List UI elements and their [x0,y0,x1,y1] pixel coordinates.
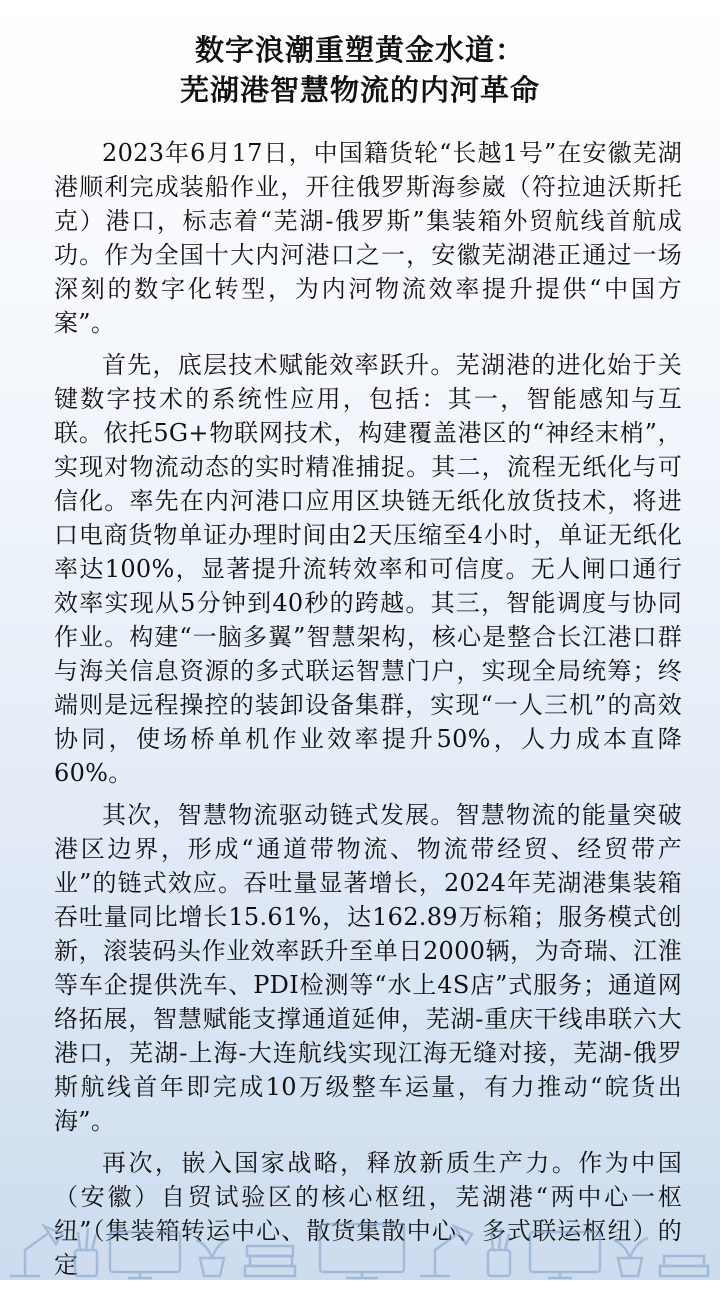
monitor-icon [530,1232,600,1278]
paragraph-1: 2023年6月17日，中国籍货轮“长越1号”在安徽芜湖港顺利完成装船作业，开往俄罗斯海参崴（符拉迪沃斯托克）港口，标志着“芜湖-俄罗斯”集装箱外贸航线首航成功。作为全国十大内河港口之一，安徽芜湖港正通过一场深刻的数字化转型，为内河物流效率提升提供“中国方案”。 [54,139,682,337]
book-stack-icon [245,1246,295,1276]
article-title [0,30,720,110]
plant-pot-icon [614,1238,648,1276]
article-body [54,136,682,1290]
monitor-icon [320,1224,404,1278]
desk-lamp-icon [420,1226,472,1276]
plant-pot-icon [196,1238,230,1276]
book-stack-icon [660,1256,708,1276]
title-line-1: 数字浪潮重塑黄金水道： [194,33,525,67]
monitor-icon [110,1232,180,1278]
paragraph-3: 其次，智慧物流驱动链式发展。智慧物流的能量突破港区边界，形成“通道带物流、物流带经贸、经贸带产业”的链式效应。吞吐量显著增长，2024年芜湖港集装箱吞吐量同比增长15.61%，达162.89万标箱；服务模式创新，滚装码头作业效率跃升至单日2000辆，为奇瑞、江淮等车企提供洗车、PDI检测等“水上4S店”式服务；通道网络拓展，智慧赋能支撑通道延伸，芜湖-重庆干线串联六大港口，芜湖-上海-大连航线实现江海无缝对接，芜湖-俄罗斯航线首年即完成10万级整车运量，有力推动“皖货出海”。 [54,801,682,1135]
paragraph-4: 再次，嵌入国家战略，释放新质生产力。作为中国（安徽）自贸试验区的核心枢纽，芜湖港“两中心一枢纽”（集装箱转运中心、散货集散中心、多式联运枢纽）的定 [54,1149,682,1279]
desk-lamp-icon [10,1226,62,1276]
title-line-2: 芜湖港智慧物流的内河革命 [179,73,540,107]
desk-decoration-strip [0,1210,720,1280]
pencil-cup-icon [488,1228,510,1276]
pencil-cup-icon [75,1228,97,1276]
paragraph-2: 首先，底层技术赋能效率跃升。芜湖港的进化始于关键数字技术的系统性应用，包括：其一，智能感知与互联。依托5G+物联网技术，构建覆盖港区的“神经末梢”，实现对物流动态的实时精准捕捉。其二，流程无纸化与可信化。率先在内河港口应用区块链无纸化放货技术，将进口电商货物单证办理时间由2天压缩至4小时，单证无纸化率达100%，显著提升流转效率和可信度。无人闸口通行效率实现从5分钟到40秒的跨越。其三，智能调度与协同作业。构建“一脑多翼”智慧架构，核心是整合长江港口群与海关信息资源的多式联运智慧门户，实现全局统筹；终端则是远程操控的装卸设备集群，实现“一人三机”的高效协同，使场桥单机作业效率提升50%，人力成本直降60%。 [54,351,682,787]
